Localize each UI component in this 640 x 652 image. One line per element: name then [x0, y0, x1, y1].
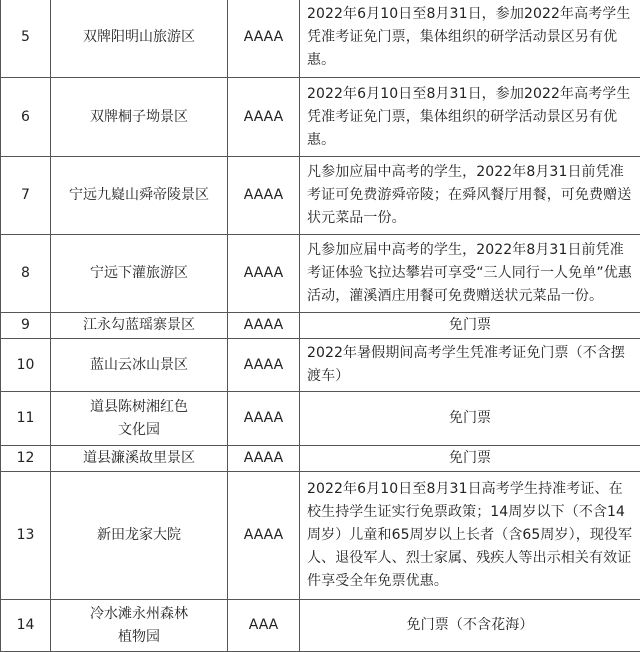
scenic-level: AAAA: [228, 157, 300, 235]
scenic-spot-name: 蓝山云冰山景区: [51, 339, 228, 392]
discount-policy: 凡参加应届中高考的学生，2022年8月31日前凭准考证可免费游舜帝陵；在舜风餐厅用餐，可免费赠送状元菜品一份。: [300, 157, 640, 235]
row-number: 13: [1, 472, 51, 600]
scenic-spot-name: 宁远九嶷山舜帝陵景区: [51, 157, 228, 235]
row-number: 9: [1, 313, 51, 339]
scenic-level: AAAA: [228, 235, 300, 313]
discount-policy: 2022年6月10日至8月31日高考学生持准考证、在校生持学生证实行免票政策；14周岁以下（不含14周岁）儿童和65周岁以上长者（含65周岁），现役军人、退役军人、烈士家属、残疾人等出示相关有效证件享受全年免票优惠。: [300, 472, 640, 600]
row-number: 14: [1, 600, 51, 652]
scenic-spot-name: 新田龙家大院: [51, 472, 228, 600]
scenic-spot-name: 宁远下灌旅游区: [51, 235, 228, 313]
table-row: [1, 78, 640, 157]
scenic-spot-name: [51, 392, 228, 446]
discount-policy: 凡参加应届中高考的学生，2022年8月31日前凭准考证体验飞拉达攀岩可享受“三人同行一人免单”优惠活动，灌溪酒庄用餐可免费赠送状元菜品一份。: [300, 235, 640, 313]
scenic-level: AAAA: [228, 472, 300, 600]
scenic-level: AAA: [228, 600, 300, 652]
scenic-spot-name: 双牌阳明山旅游区: [51, 0, 228, 78]
table-row: [1, 235, 640, 313]
scenic-spot-name: 双牌桐子坳景区: [51, 78, 228, 157]
table-row: [1, 392, 640, 446]
scenic-level: AAAA: [228, 0, 300, 78]
scenic-level: AAAA: [228, 78, 300, 157]
row-number: 12: [1, 446, 51, 472]
table-row: [1, 472, 640, 600]
row-number: 10: [1, 339, 51, 392]
scenic-level: AAAA: [228, 446, 300, 472]
table-row: [1, 157, 640, 235]
scenic-spot-name-text: 道县陈树湘红色文化园: [84, 396, 194, 442]
row-number: 8: [1, 235, 51, 313]
scenic-spot-name-text: 冷水滩永州森林植物园: [84, 603, 194, 649]
table-row: [1, 339, 640, 392]
row-number: 6: [1, 78, 51, 157]
scenic-spot-name: [51, 600, 228, 652]
discount-policy: 2022年暑假期间高考学生凭准考证免门票（不含摆渡车）: [300, 339, 640, 392]
table-row: [1, 600, 640, 652]
discount-policy: 免门票: [300, 392, 640, 446]
scenic-level: AAAA: [228, 313, 300, 339]
table-row: [1, 446, 640, 472]
scenic-level: AAAA: [228, 339, 300, 392]
discount-policy: 2022年6月10日至8月31日，参加2022年高考学生凭准考证免门票，集体组织的研学活动景区另有优惠。: [300, 78, 640, 157]
table-row: [1, 313, 640, 339]
scenic-level: AAAA: [228, 392, 300, 446]
table-row: [1, 0, 640, 78]
discount-policy: 免门票: [300, 313, 640, 339]
row-number: 7: [1, 157, 51, 235]
row-number: 5: [1, 0, 51, 78]
scenic-spot-name: 江永勾蓝瑶寨景区: [51, 313, 228, 339]
row-number: 11: [1, 392, 51, 446]
scenic-spot-name: 道县濂溪故里景区: [51, 446, 228, 472]
discount-policy: 2022年6月10日至8月31日，参加2022年高考学生凭准考证免门票，集体组织的研学活动景区另有优惠。: [300, 0, 640, 78]
discount-policy: 免门票: [300, 446, 640, 472]
discount-policy: 免门票（不含花海）: [300, 600, 640, 652]
